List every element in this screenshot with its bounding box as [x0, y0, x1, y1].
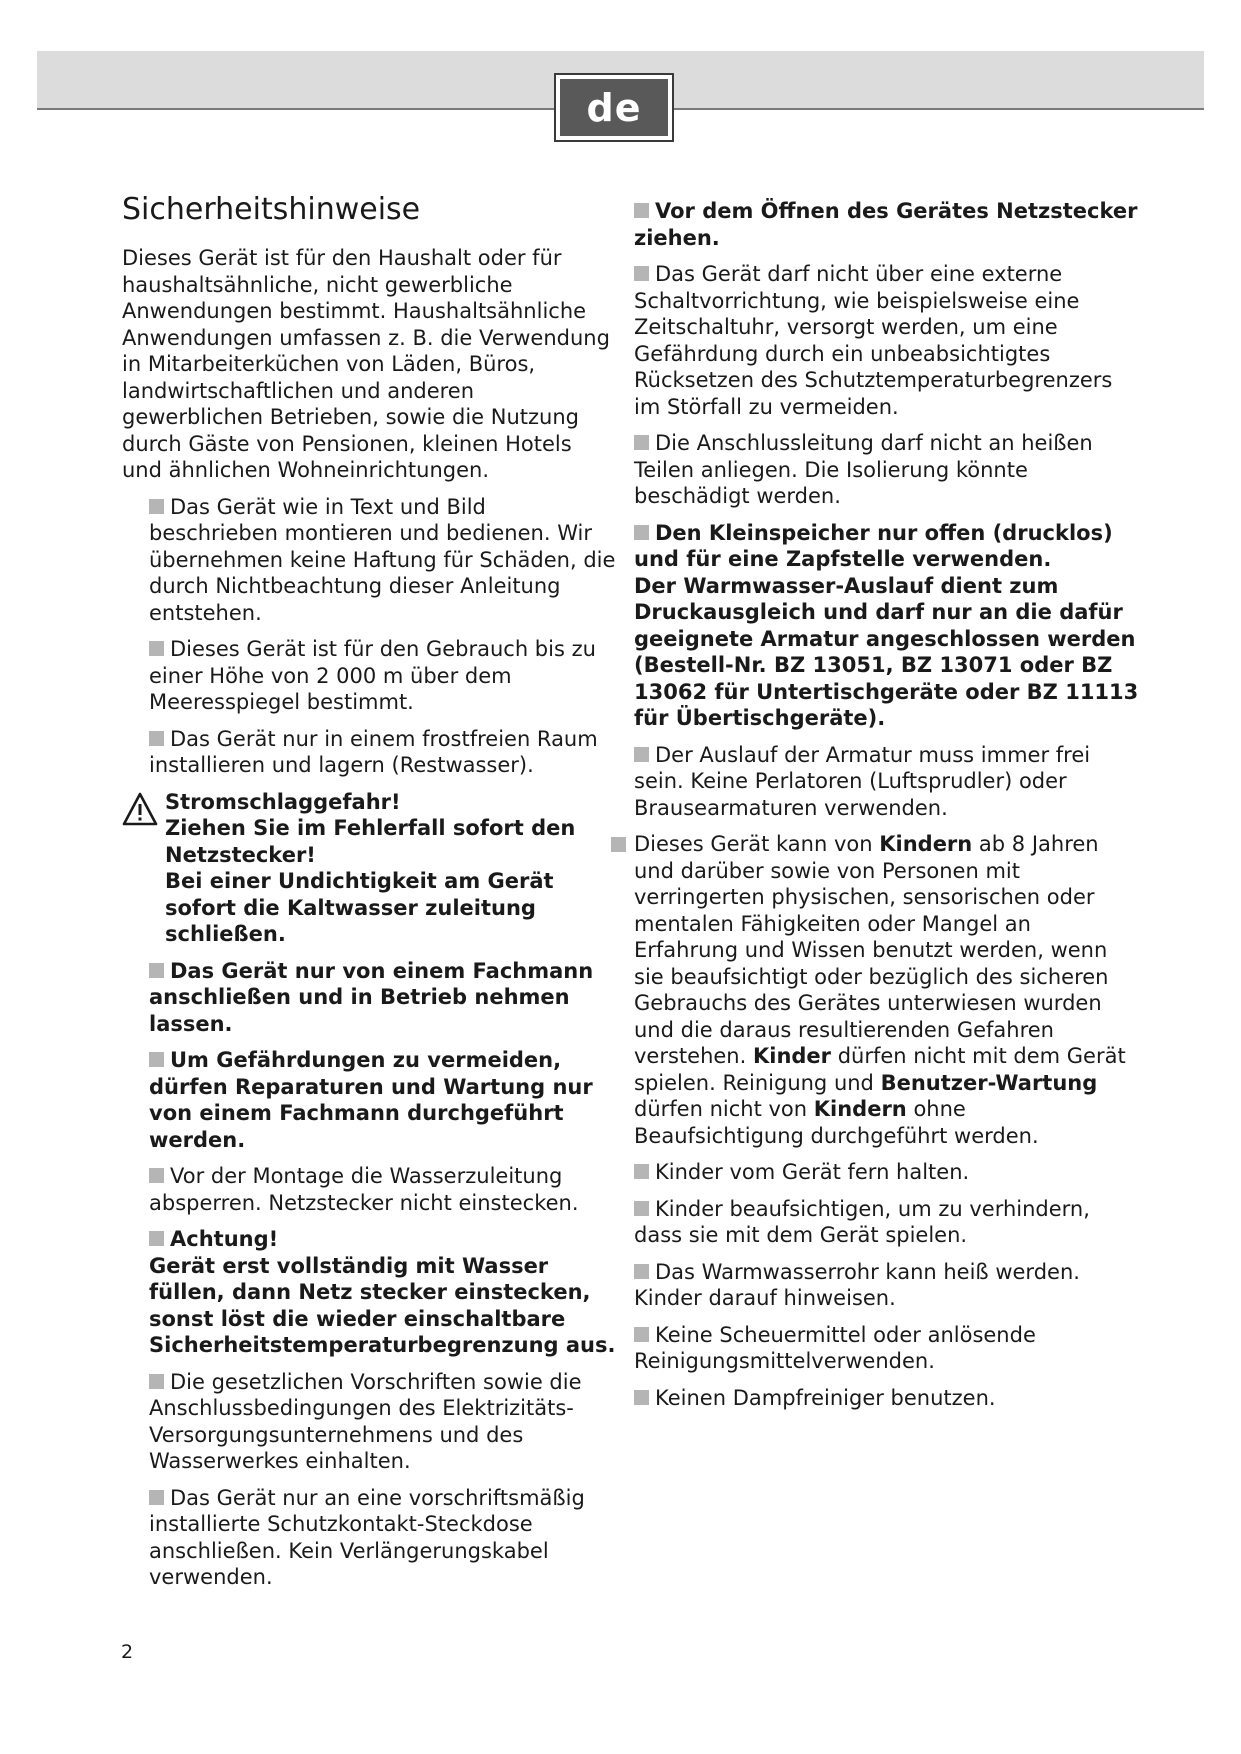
language-code: de	[560, 79, 668, 136]
bullet-square-icon	[634, 1327, 649, 1342]
children-text: ab 8 Jahren und darüber sowie von Personen mit verringerten physischen, sensorischen oder mentalen Fähigkeiten oder Mangel an Erfahrung und Wissen benutzt werden, wenn sie beaufsichtigt oder bezüglich des sicheren Gebrauchs des Gerätes unterwiesen wurden und die daraus resultierenden Gefahren verstehen.	[634, 832, 1109, 1068]
safety-item	[634, 1196, 1139, 1249]
right-column	[634, 198, 1139, 1421]
bullet-square-icon	[149, 731, 164, 746]
safety-item-text: Der Auslauf der Armatur muss immer frei sein. Keine Perlatoren (Luftsprudler) oder Brausearmaturen verwenden.	[634, 742, 1091, 820]
page-number: 2	[121, 1641, 134, 1663]
attention-heading: Achtung!	[170, 1227, 279, 1251]
safety-item-text: Keine Scheuermittel oder anlösende Reinigungsmittelverwenden.	[634, 1322, 1036, 1373]
attention-text: Gerät erst vollständig mit Wasser füllen, dann Netz stecker einstecken, sonst löst die wieder einschaltbare Sicherheitstemperaturbegrenzung aus.	[149, 1253, 616, 1357]
safety-item	[122, 494, 617, 627]
safety-item	[634, 1385, 1139, 1412]
safety-item	[122, 1485, 617, 1591]
safety-item-text: Die gesetzlichen Vorschriften sowie die Anschlussbedingungen des Elektrizitäts-Versorgungsunternehmens und des Wasserwerkes einhalten.	[149, 1369, 582, 1473]
safety-item-text: Kinder beaufsichtigen, um zu verhindern, dass sie mit dem Gerät spielen.	[634, 1196, 1090, 1247]
safety-item-text: Das Gerät wie in Text und Bild beschrieben montieren und bedienen. Wir übernehmen keine Haftung für Schäden, die durch Nichtbeachtung dieser Anleitung entstehen.	[149, 494, 616, 625]
bullet-square-icon	[149, 1052, 164, 1067]
safety-item-text: Das Gerät darf nicht über eine externe Schaltvorrichtung, wie beispielsweise eine Zeitschaltuhr, versorgt werden, um eine Gefährdung durch ein unbeabsichtigtes Rücksetzen des Schutztemperaturbegrenzers im Störfall zu vermeiden.	[634, 262, 1113, 419]
safety-item	[634, 430, 1139, 510]
safety-item	[634, 1159, 1139, 1186]
safety-item	[122, 636, 617, 716]
safety-item	[122, 1163, 617, 1216]
bullet-square-icon	[149, 1168, 164, 1183]
bullet-square-icon	[149, 963, 164, 978]
attention-item	[122, 1226, 617, 1359]
safety-item	[122, 726, 617, 779]
bullet-square-icon	[149, 1490, 164, 1505]
safety-item-text: Der Warmwasser-Auslauf dient zum Druckausgleich und darf nur an die dafür geeignete Armatur angeschlossen werden (Bestell-Nr. BZ 13051, BZ 13071 oder BZ 13062 für Untertischgeräte oder BZ 11113 für Übertischgeräte).	[634, 573, 1139, 730]
bullet-square-icon	[634, 1264, 649, 1279]
safety-item-text: Vor dem Öffnen des Gerätes Netzstecker ziehen.	[634, 199, 1138, 250]
children-emphasis: Kindern	[813, 1097, 907, 1121]
bullet-square-icon	[634, 525, 649, 540]
bullet-square-icon	[634, 1164, 649, 1179]
safety-item-text: Dieses Gerät ist für den Gebrauch bis zu einer Höhe von 2 000 m über dem Meeresspiegel bestimmt.	[149, 637, 596, 714]
intro-paragraph: Dieses Gerät ist für den Haushalt oder für haushaltsähnliche, nicht gewerbliche Anwendungen bestimmt. Haushaltsähnliche Anwendungen umfassen z. B. die Verwendung in Mitarbeiterküchen von Läden, Büros, landwirtschaftlichen und anderen gewerblichen Betrieben, sowie die Nutzung durch Gäste von Pensionen, kleinen Hotels und ähnlichen Wohneinrichtungen.	[122, 246, 610, 482]
children-text: ohne Beaufsichtigung durchgeführt werden.	[634, 1097, 1039, 1148]
safety-item-text: Den Kleinspeicher nur offen (drucklos) und für eine Zapfstelle verwenden.	[634, 520, 1113, 571]
safety-item	[634, 198, 1139, 251]
safety-item-text: Das Gerät nur an eine vorschriftsmäßig installierte Schutzkontakt-Steckdose anschließen. Kein Verlängerungskabel verwenden.	[149, 1485, 585, 1589]
bullet-square-icon	[149, 1231, 164, 1246]
bullet-square-icon	[149, 1374, 164, 1389]
left-column	[122, 190, 617, 1601]
electric-shock-warning	[122, 789, 617, 948]
children-safety-item	[634, 831, 1139, 1149]
children-text: dürfen nicht mit dem Gerät spielen. Reinigung und	[634, 1044, 1126, 1095]
children-emphasis: Kinder	[752, 1044, 832, 1068]
warning-triangle-icon	[122, 792, 158, 826]
safety-item-text: Das Gerät nur in einem frostfreien Raum installieren und lagern (Restwasser).	[149, 726, 598, 777]
safety-item-text: Keinen Dampfreiniger benutzen.	[655, 1385, 996, 1410]
bullet-square-icon	[634, 266, 649, 281]
children-emphasis: Kindern	[879, 832, 973, 856]
safety-item	[634, 742, 1139, 822]
warning-text: Bei einer Undichtigkeit am Gerät sofort die Kaltwasser zuleitung schließen.	[165, 869, 554, 946]
warning-heading: Stromschlaggefahr!	[165, 789, 401, 814]
bullet-square-icon	[634, 1201, 649, 1216]
safety-item	[122, 1047, 617, 1153]
bullet-square-icon	[634, 435, 649, 450]
safety-item-text: Das Warmwasserrohr kann heiß werden. Kinder darauf hinweisen.	[634, 1259, 1080, 1310]
safety-item-text: Vor der Montage die Wasserzuleitung absperren. Netzstecker nicht einstecken.	[149, 1164, 579, 1215]
safety-item-text: Um Gefährdungen zu vermeiden, dürfen Reparaturen und Wartung nur von einem Fachmann durchgeführt werden.	[149, 1048, 593, 1152]
safety-item	[122, 958, 617, 1038]
safety-item	[634, 1259, 1139, 1312]
safety-item-text: Kinder vom Gerät fern halten.	[655, 1160, 970, 1184]
bullet-square-icon	[149, 499, 164, 514]
safety-item	[634, 1322, 1139, 1375]
children-text: dürfen nicht von	[634, 1097, 814, 1121]
page-title: Sicherheitshinweise	[122, 192, 421, 227]
bullet-square-icon	[634, 747, 649, 762]
safety-item	[122, 1369, 617, 1475]
bullet-square-icon	[634, 1390, 649, 1405]
bullet-square-icon	[149, 641, 164, 656]
bullet-square-icon	[634, 203, 649, 218]
safety-item	[634, 520, 1139, 732]
safety-item	[634, 261, 1139, 420]
safety-item-text: Die Anschlussleitung darf nicht an heißen Teilen anliegen. Die Isolierung könnte beschädigt werden.	[634, 431, 1093, 508]
language-badge	[554, 73, 674, 142]
children-text: Dieses Gerät kann von	[634, 832, 880, 856]
safety-item-text: Das Gerät nur von einem Fachmann anschließen und in Betrieb nehmen lassen.	[149, 958, 594, 1036]
warning-text: Ziehen Sie im Fehlerfall sofort den Netzstecker!	[165, 816, 576, 867]
bullet-square-icon	[611, 837, 626, 852]
children-emphasis: Benutzer-Wartung	[880, 1070, 1098, 1095]
